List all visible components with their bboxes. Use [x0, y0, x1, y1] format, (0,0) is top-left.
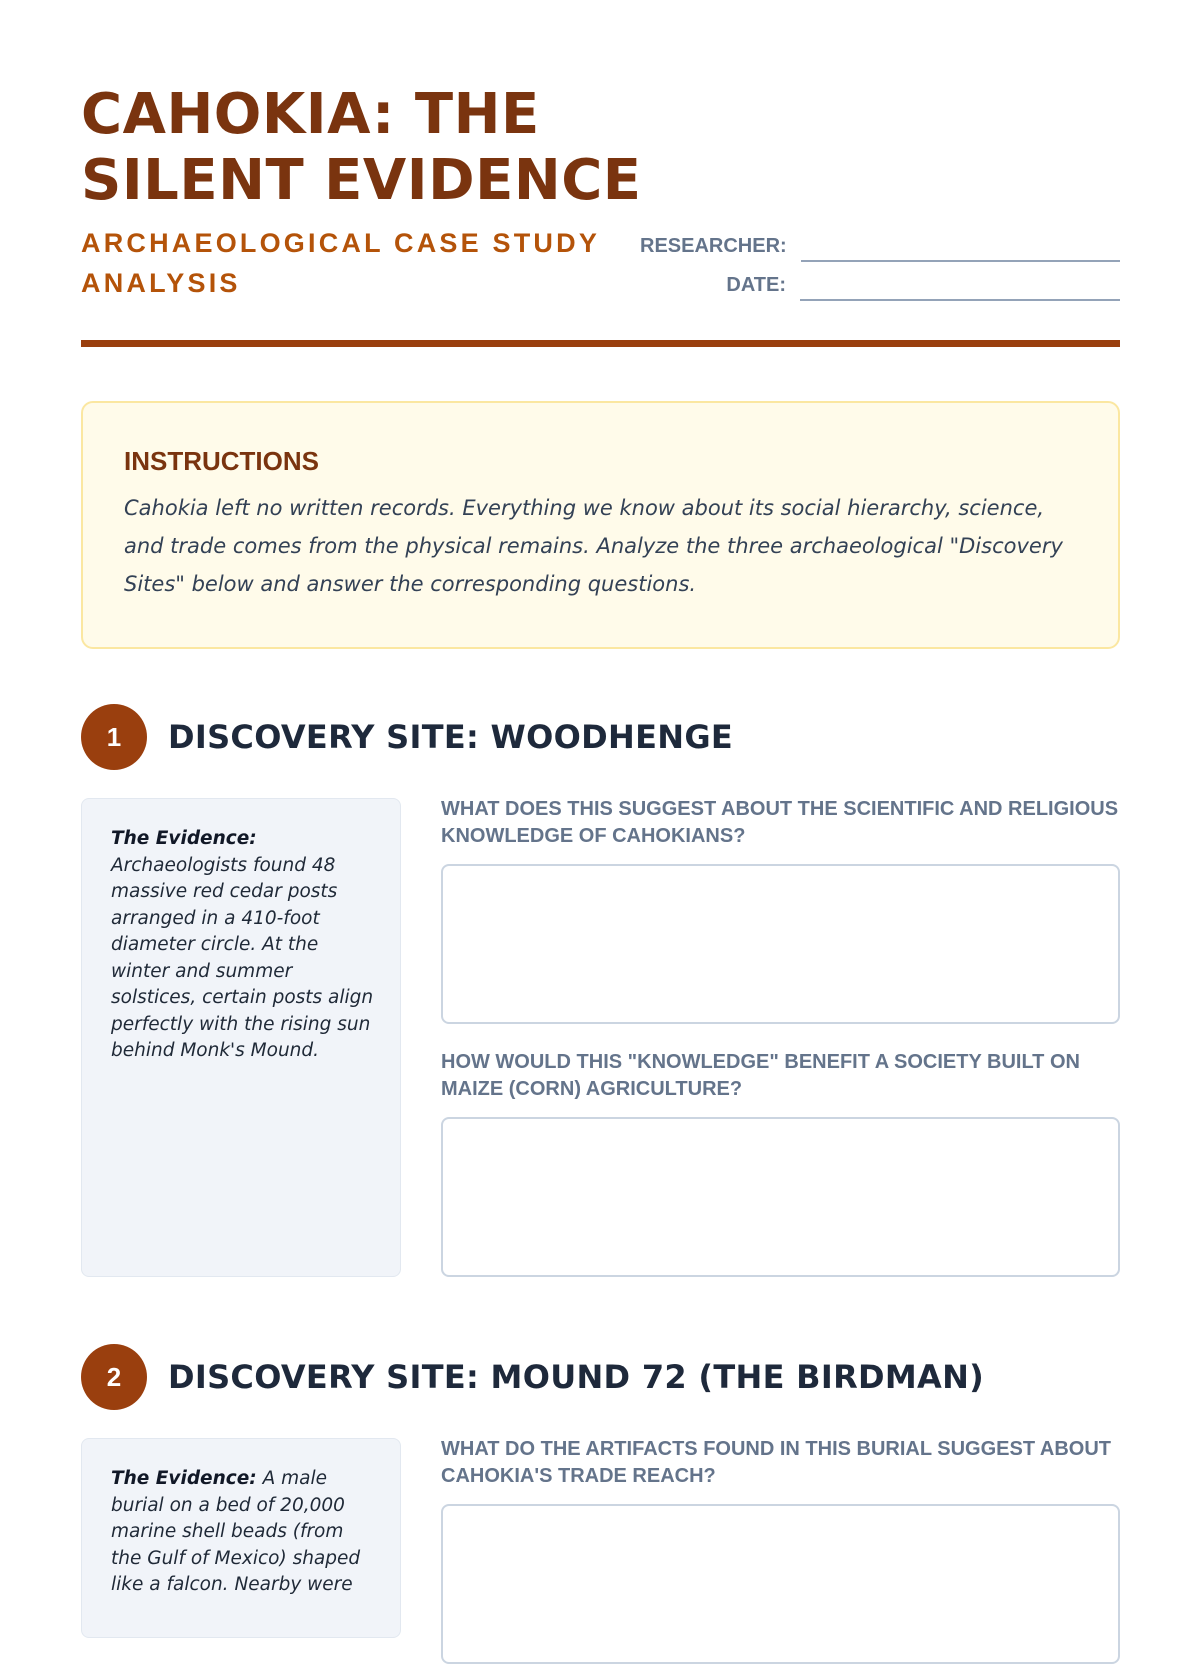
- section-1-answer-1-box[interactable]: [441, 864, 1120, 1024]
- section-1-number-badge: 1: [81, 704, 147, 770]
- date-row: [640, 265, 1120, 301]
- researcher-row: [640, 226, 1120, 262]
- section-1-evidence-text: Archaeologists found 48 massive red cedar posts arranged in a 410-foot diameter circle. At the winter and summer solstices, certain posts align perfectly with the rising sun behind Monk's Mound.: [111, 854, 374, 1061]
- section-1-header: [81, 704, 1120, 770]
- section-1-answer-2-box[interactable]: [441, 1117, 1120, 1277]
- date-label: DATE:: [726, 274, 786, 296]
- worksheet-page: [81, 0, 1120, 1600]
- section-1-evidence-card: [81, 798, 401, 1277]
- section-2-title: DISCOVERY SITE: MOUND 72 (THE BIRDMAN): [168, 1358, 985, 1396]
- section-1-evidence-label: The Evidence:: [111, 828, 257, 849]
- page-title: CAHOKIA: THE SILENT EVIDENCE: [81, 82, 642, 213]
- section-2-evidence-card: [81, 1438, 401, 1638]
- section-2-evidence-label: The Evidence:: [111, 1468, 257, 1489]
- date-field[interactable]: [800, 269, 1120, 301]
- instructions-text: Cahokia left no written records. Everything we know about its social hierarchy, science, and trade comes from the physical remains. Analyze the three archaeological "Discovery Sites" below and answer the corresponding questions.: [124, 496, 1063, 596]
- section-2-number-badge: 2: [81, 1344, 147, 1410]
- section-1-title: DISCOVERY SITE: WOODHENGE: [168, 718, 734, 756]
- researcher-label: RESEARCHER:: [640, 235, 787, 257]
- section-2-evidence-text: A male burial on a bed of 20,000 marine shell beads (from the Gulf of Mexico) shaped like a falcon. Nearby were: [111, 1468, 361, 1595]
- section-1-question-2: HOW WOULD THIS "KNOWLEDGE" BENEFIT A SOCIETY BUILT ON MAIZE (CORN) AGRICULTURE?: [441, 1051, 1080, 1100]
- section-1-question-1: WHAT DOES THIS SUGGEST ABOUT THE SCIENTIFIC AND RELIGIOUS KNOWLEDGE OF CAHOKIANS?: [441, 798, 1119, 847]
- researcher-field[interactable]: [801, 230, 1120, 262]
- instructions-title: INSTRUCTIONS: [124, 446, 319, 476]
- header-divider: [81, 340, 1120, 347]
- instructions-box: [81, 401, 1120, 649]
- page-subtitle: ARCHAEOLOGICAL CASE STUDY ANALYSIS: [81, 228, 600, 298]
- section-2-question-1: WHAT DO THE ARTIFACTS FOUND IN THIS BURIAL SUGGEST ABOUT CAHOKIA'S TRADE REACH?: [441, 1438, 1111, 1487]
- section-2-answer-1-box[interactable]: [441, 1504, 1120, 1664]
- section-2-header: [81, 1344, 1120, 1410]
